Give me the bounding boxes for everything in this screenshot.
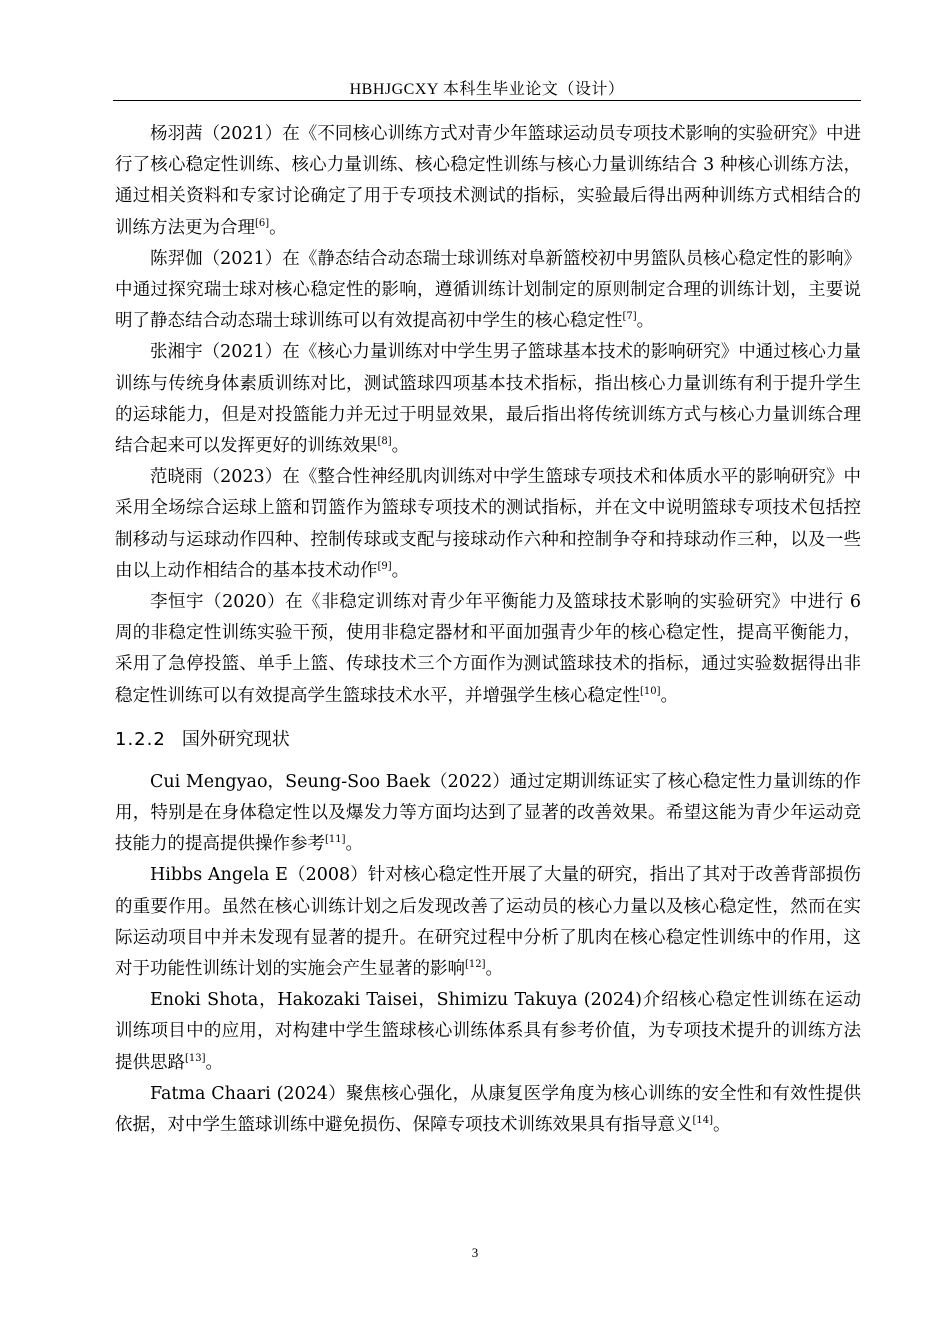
citation: [6] — [255, 217, 270, 229]
main-body — [115, 119, 861, 1141]
citation: [10] — [640, 685, 661, 697]
paragraph: 范晓雨（2023）在《整合性神经肌肉训练对中学生篮球专项技术和体质水平的影响研究》中采用全场综合运球上篮和罚篮作为篮球专项技术的测试指标，并在文中说明篮球专项技术包括控制移动与运球动作四种、控制传球或支配与接球动作六种和控制争夺和持球动作三种，以及一些由以上动作相结合的基本技术动作[9]。 — [115, 467, 861, 581]
citation: [9] — [377, 560, 392, 572]
paragraph: Fatma Chaari (2024）聚焦核心强化，从康复医学角度为核心训练的安全性和有效性提供依据，对中学生篮球训练中避免损伤、保障专项技术训练效果具有指导意义[14]。 — [115, 1083, 861, 1136]
paragraph: 李恒宇（2020）在《非稳定训练对青少年平衡能力及篮球技术影响的实验研究》中进行 6 周的非稳定性训练实验干预，使用非稳定器材和平面加强青少年的核心稳定性，提高平衡能力，采用了急停投篮、单手上篮、传球技术三个方面作为测试篮球技术的指标，通过实验数据得出非稳定性训练可以有效提高学生篮球技术水平，并增强学生核心稳定性[10]。 — [115, 592, 861, 706]
section-number: 1.2.2 — [115, 728, 166, 750]
citation: [13] — [185, 1052, 206, 1064]
header-divider — [113, 100, 861, 101]
running-header: HBHJGCXY 本科生毕业论文（设计） — [349, 81, 625, 98]
page-number: 3 — [471, 1245, 479, 1260]
paragraph: 张湘宇（2021）在《核心力量训练对中学生男子篮球基本技术的影响研究》中通过核心力量训练与传统身体素质训练对比，测试篮球四项基本技术指标，指出核心力量训练有利于提升学生的运球能力，但是对投篮能力并无过于明显效果，最后指出将传统训练方式与核心力量训练合理结合起来可以发挥更好的训练效果[8]。 — [115, 342, 861, 457]
citation: [12] — [465, 959, 486, 971]
citation: [7] — [622, 311, 637, 323]
paragraph: 杨羽茜（2021）在《不同核心训练方式对青少年篮球运动员专项技术影响的实验研究》中进行了核心稳定性训练、核心力量训练、核心稳定性训练与核心力量训练结合 3 种核心训练方法，通过相关资料和专家讨论确定了用于专项技术测试的指标，实验最后得出两种训练方式相结合的训练方法更为合理[6]。 — [115, 124, 861, 238]
citation: [14] — [692, 1115, 714, 1127]
citation: [11] — [325, 834, 346, 846]
paragraph: Enoki Shota，Hakozaki Taisei，Shimizu Takuya (2024)介绍核心稳定性训练在运动训练项目中的应用，对构建中学生篮球核心训练体系具有参考价值，为专项技术提升的训练方法提供思路[13]。 — [115, 990, 861, 1073]
section-title: 国外研究现状 — [181, 728, 290, 750]
paragraph: 陈羿伽（2021）在《静态结合动态瑞士球训练对阜新篮校初中男篮队员核心稳定性的影响》中通过探究瑞士球对核心稳定性的影响，遵循训练计划制定的原则制定合理的训练计划，主要说明了静态结合动态瑞士球训练可以有效提高初中学生的核心稳定性[7]。 — [115, 248, 861, 332]
paragraph: Hibbs Angela E（2008）针对核心稳定性开展了大量的研究，指出了其对于改善背部损伤的重要作用。虽然在核心训练计划之后发现改善了运动员的核心力量以及核心稳定性，然而在实际运动项目中并未发现有显著的提升。在研究过程中分析了肌肉在核心稳定性训练中的作用，这对于功能性训练计划的实施会产生显著的影响[12]。 — [115, 865, 861, 980]
citation: [8] — [377, 436, 392, 448]
section-heading — [115, 724, 861, 755]
paragraph: Cui Mengyao，Seung-Soo Baek（2022）通过定期训练证实了核心稳定性力量训练的作用，特别是在身体稳定性以及爆发力等方面均达到了显著的改善效果。希望这能为青少年运动竞技能力的提高提供操作参考[11]。 — [115, 771, 861, 855]
